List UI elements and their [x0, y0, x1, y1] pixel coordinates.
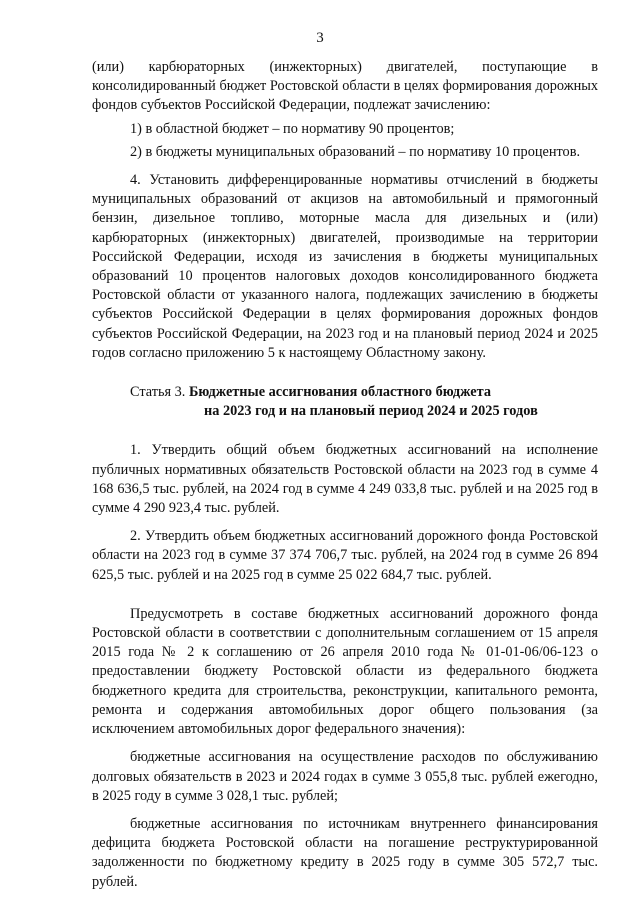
article-heading: [92, 383, 598, 421]
document-body: [92, 58, 598, 892]
paragraph: Предусмотреть в составе бюджетных ассигнований дорожного фонда Ростовской области в соответствии с дополнительным соглашением от 15 апреля 2015 года № 2 к соглашению от 26 апреля 2010 года № 01-01-06/06-123 о предоставлении бюджету Ростовской области из федерального бюджета бюджетного кредита для строительства, реконструкции, капитального ремонта, ремонта и содержания автомобильных дорог общего пользования (за исключением автомобильных дорог федерального значения):: [92, 605, 598, 738]
article-title-line-1: Бюджетные ассигнования областного бюджета: [188, 384, 491, 401]
paragraph: бюджетные ассигнования на осуществление расходов по обслуживанию долговых обязательств в 2023 и 2024 годах в сумме 3 055,8 тыс. рублей ежегодно, в 2025 году в сумме 3 028,1 тыс. рублей;: [92, 749, 598, 804]
article-label: Статья 3.: [130, 384, 186, 401]
paragraph: 1. Утвердить общий объем бюджетных ассигнований на исполнение публичных нормативных обязательств Ростовской области на 2023 год в сумме 4 168 636,5 тыс. рублей, на 2024 год в сумме 4 249 033,8 тыс. рублей и на 2025 год в сумме 4 290 923,4 тыс. рублей.: [92, 442, 598, 517]
paragraph: 2. Утвердить объем бюджетных ассигнований дорожного фонда Ростовской области на 2023 год в сумме 37 374 706,7 тыс. рублей, на 2024 год в сумме 26 894 625,5 тыс. рублей и на 2025 год в сумме 25 022 684,7 тыс. рублей.: [92, 528, 598, 583]
paragraph: 2) в бюджеты муниципальных образований – по нормативу 10 процентов.: [130, 143, 581, 160]
paragraph: 4. Установить дифференцированные нормативы отчислений в бюджеты муниципальных образований от акцизов на автомобильный и прямогонный бензин, дизельное топливо, моторные масла для дизельных и (или) карбюраторных (инжекторных) двигателей, производимые на территории Российской Федерации, исходя из зачисления в бюджеты муниципальных образований 10 процентов налоговых доходов консолидированного бюджета Ростовской области от указанного налога, подлежащих зачислению в бюджеты субъектов Российской Федерации в целях формирования дорожных фондов субъектов Российской Федерации, на 2023 год и на плановый период 2024 и 2025 годов согласно приложению 5 к настоящему Областному закону.: [92, 172, 598, 361]
article-title-line-2: на 2023 год и на плановый период 2024 и 2025 годов: [204, 403, 538, 420]
paragraph: 1) в областной бюджет – по нормативу 90 процентов;: [130, 120, 455, 137]
page-number: 3: [316, 30, 324, 46]
paragraph: (или) карбюраторных (инжекторных) двигателей, поступающие в консолидированный бюджет Ростовской области в целях формирования дорожных фондов субъектов Российской Федерации, подлежат зачислению:: [92, 59, 598, 114]
paragraph: бюджетные ассигнования по источникам внутреннего финансирования дефицита бюджета Ростовской области на погашение реструктурированной задолженности по бюджетному кредиту в 2025 году в сумме 305 572,7 тыс. рублей.: [92, 815, 598, 890]
